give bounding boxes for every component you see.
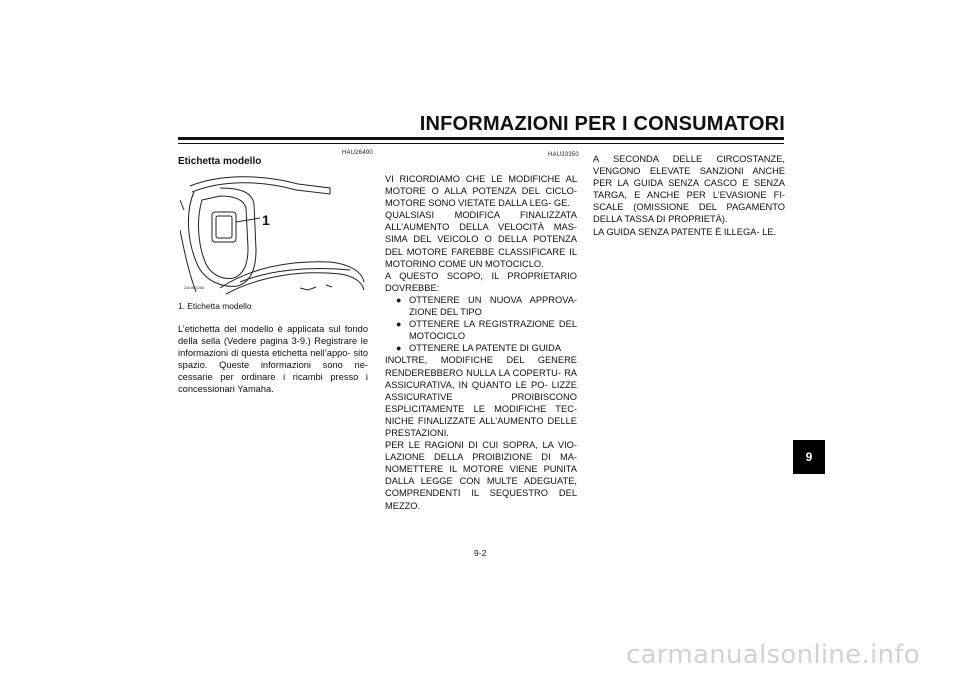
section-code: HAU33350 (548, 152, 579, 158)
bullet-item (385, 342, 577, 354)
body-paragraph: QUALSIASI MODIFICA FINALIZZATA ALL’AUMENTO DELLA VELOCITÀ MAS- SIMA DEL VEICOLO O DELLA POTENZA DEL MOTORE FAREBBE CLASSIFICARE IL MOTORINO COME UN MOTOCICLO. (385, 210, 577, 269)
figure-callout-number: 1 (262, 212, 270, 228)
body-paragraph: PER LE RAGIONI DI CUI SOPRA, LA VIO- LAZIONE DELLA PROIBIZIONE DI MA- NOMETTERE IL MOTORE VIENE PUNITA DALLA LEGGE CON MULTE ADEGUATE, COMPRENDENTI IL SEQUESTRO DEL MEZZO. (385, 440, 577, 511)
bullet-icon: ● (396, 294, 402, 305)
bullet-item (385, 318, 577, 342)
sanctions-text (593, 153, 785, 238)
bullet-icon: ● (396, 319, 402, 330)
title-rule-thin (178, 143, 784, 144)
body-paragraph: INOLTRE, MODIFICHE DEL GENERE RENDEREBBERO NULLA LA COPERTU- RA ASSICURATIVA, IN QUANTO LE PO- LIZZE ASSICURATIVE PROIBISCONO ESPLICITAMENTE LE MODIFICHE TEC- NICHE FINALIZZATE ALL’AUMENTO DELLE PRESTAZIONI. (385, 355, 577, 438)
bullet-text: OTTENERE LA PATENTE DI GUIDA (409, 343, 562, 354)
watermark: carmanualsonline.info (625, 640, 920, 670)
page-number: 9-2 (474, 548, 487, 558)
bullet-text: OTTENERE LA REGISTRAZIONE DEL MOTOCICLO (409, 319, 577, 342)
bullet-text: OTTENERE UN NUOVA APPROVA- ZIONE DEL TIPO (409, 294, 577, 318)
body-paragraph: VI RICORDIAMO CHE LE MODIFICHE AL MOTORE O ALLA POTENZA DEL CICLO- MOTORE SONO VIETATE DALLA LEG- GE. (385, 174, 577, 209)
seat-label-illustration (180, 170, 368, 298)
bullet-icon: ● (396, 343, 402, 354)
body-paragraph: LA GUIDA SENZA PATENTE È ILLEGA- LE. (593, 226, 777, 237)
figure-image-code: ZAUM0266 (184, 285, 205, 290)
page-title: INFORMAZIONI PER I CONSUMATORI (419, 113, 785, 135)
title-rule-thick (178, 137, 784, 140)
section-heading: Etichetta modello (178, 156, 262, 167)
bullet-item (385, 294, 577, 318)
body-paragraph: L’etichetta del modello è applicata sul fondo della sella (Vedere pagina 3-9.) Registrare le informazioni di questa etichetta nell’appo- sito spazio. Queste informazioni sono ne- cessarie per ordinare i ricambi presso i concessionari Yamaha. (178, 324, 368, 395)
body-paragraph: A SECONDA DELLE CIRCOSTANZE, VENGONO ELEVATE SANZIONI ANCHE PER LA GUIDA SENZA CASCO E SENZA TARGA, E ANCHE PER L’EVASIONE FI- SCALE (OMISSIONE DEL PAGAMENTO DELLA TASSA DI PROPRIETÀ). (593, 154, 785, 225)
body-paragraph: A QUESTO SCOPO, IL PROPRIETARIO DOVREBBE: (385, 270, 577, 293)
chapter-tab: 9 (793, 440, 825, 474)
section-code: HAU26490 (342, 150, 373, 156)
modification-warning-text (385, 173, 577, 512)
scooter-seat-drawing (180, 170, 368, 298)
figure-caption: 1. Etichetta modello (178, 301, 252, 311)
seat-label-paragraph (178, 323, 368, 396)
